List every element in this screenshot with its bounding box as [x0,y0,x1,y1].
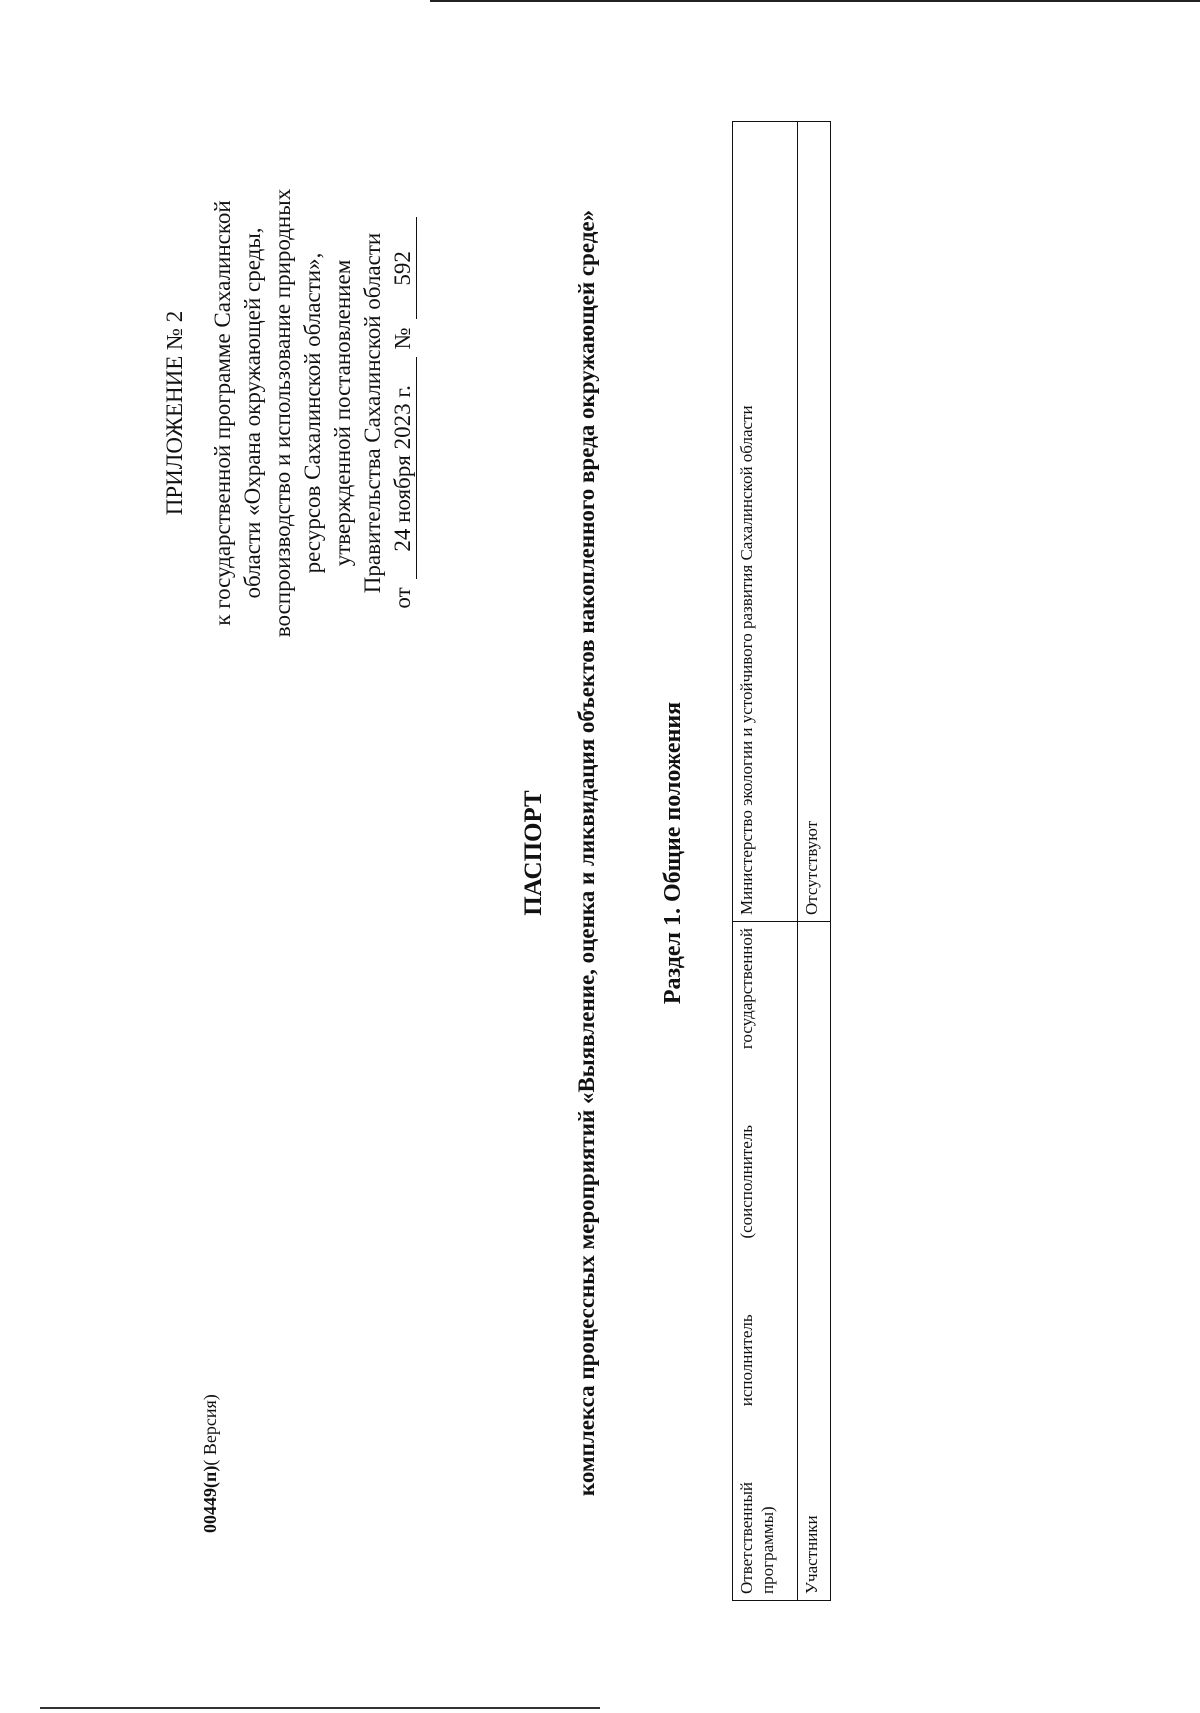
passport-subtitle: комплекса процессных мероприятий «Выявление, оценка и ликвидация объектов накопленного вреда окружающей среде» [574,209,599,1497]
number-label: № [390,327,415,350]
document-code [200,1394,221,1533]
cell-text: Участники [802,1515,821,1594]
resolution-number: 592 [390,217,417,319]
table-cell-value: Министерство экологии и устойчивого развития Сахалинской области [733,122,798,922]
document-version: ( Версия) [200,1394,220,1466]
table-cell-value: Отсутствуют [798,122,831,922]
from-label: от [390,587,415,609]
table-row [798,122,831,1601]
passport-title: ПАСПОРТ [520,790,547,916]
table-cell-label [798,922,831,1601]
section-title: Раздел 1. Общие положения [660,701,686,1005]
table-cell-label [733,922,798,1601]
general-provisions-table [732,121,831,1601]
appendix-line: к государственной программе Сахалинской [210,200,235,626]
document-code-number: 00449(п) [200,1465,220,1533]
cell-text: программы) [758,1506,777,1594]
appendix-title: ПРИЛОЖЕНИЕ № 2 [162,310,187,516]
cell-text: Ответственный исполнитель (соисполнитель государственной [737,928,756,1594]
appendix-line: ресурсов Сахалинской области», [300,252,325,574]
appendix-line: Правительства Сахалинской области [360,232,385,594]
resolution-date: 24 ноября 2023 г. [390,357,417,579]
table-row [733,122,798,1601]
appendix-line: области «Охрана окружающей среды, [240,227,265,599]
appendix-line: воспроизводство и использование природных [270,188,295,638]
appendix-block [160,173,418,653]
appendix-line: утвержденной постановлением [330,259,355,567]
appendix-date-row [388,173,418,653]
